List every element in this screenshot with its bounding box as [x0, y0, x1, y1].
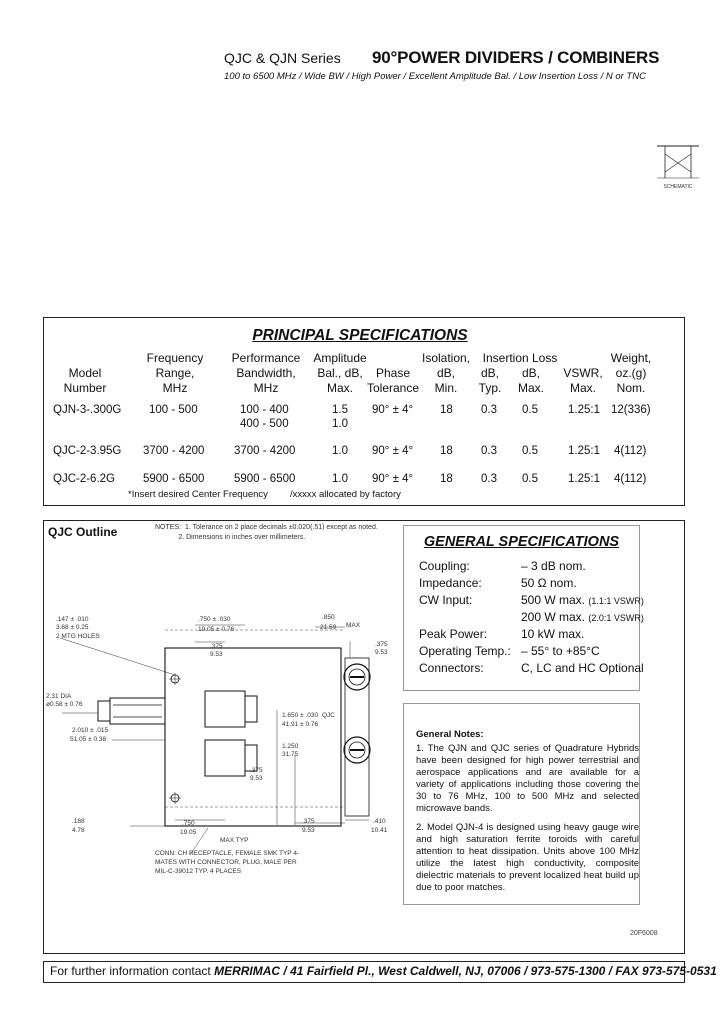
header-phase: Phase Tolerance — [366, 366, 420, 395]
dim-850b: 21.59 — [320, 624, 337, 631]
outline-title: QJC Outline — [48, 525, 118, 539]
header-weight: Weight, oz.(g) Nom. — [610, 351, 652, 395]
row1-il-max: 0.5 — [522, 404, 538, 416]
row3-freq: 5900 - 6500 — [143, 473, 205, 485]
row2-amp: 1.0 — [332, 445, 348, 457]
row3-phase: 90° ± 4° — [372, 473, 414, 485]
header-insertion-loss: Insertion Loss — [482, 351, 558, 365]
principal-spec-title: PRINCIPAL SPECIFICATIONS — [252, 327, 468, 344]
row1-model: QJN-3-.300G — [53, 404, 122, 416]
row3-vswr: 1.25:1 — [568, 473, 600, 485]
header-vswr: VSWR, Max. — [563, 366, 603, 395]
dim-1650a: 1.650 ± .030 — [282, 712, 319, 719]
row3-iso: 18 — [440, 473, 453, 485]
gen-note-cw-input-2: (2.0:1 VSWR) — [588, 613, 644, 623]
header-isolation: Isolation, dB, Min. — [421, 351, 471, 395]
outline-notes: NOTES: 1. Tolerance on 2 place decimals ±0.020(.51) except as noted. 2. Dimensions in inches over millimeters. — [155, 524, 378, 541]
logo-caption: SCHEMATIC — [663, 184, 693, 190]
row1-freq: 100 - 500 — [149, 404, 198, 416]
row2-model: QJC-2-3.95G — [53, 445, 122, 457]
row2-iso: 18 — [440, 445, 453, 457]
row1-bw2: 400 - 500 — [240, 418, 289, 430]
dim-188a: .188 — [72, 818, 85, 825]
footer-contact: For further information contact MERRIMAC / 41 Fairfield Pl., West Caldwell, NJ, 07006 / 973-575-1300 / FAX 973-575-0531 — [50, 964, 717, 978]
outline-drawing — [46, 555, 395, 885]
row1-amp2: 1.0 — [332, 418, 348, 430]
page-subtitle: 100 to 6500 MHz / Wide BW / High Power / Excellent Amplitude Bal. / Low Insertion Loss / N or TNC — [224, 71, 646, 82]
row1-iso: 18 — [440, 404, 453, 416]
gen-value-connectors: C, LC and HC Optional — [521, 661, 644, 675]
row2-freq: 3700 - 4200 — [143, 445, 205, 457]
dim-max: MAX — [346, 622, 361, 629]
row3-il-typ: 0.3 — [481, 473, 497, 485]
dim-375e: .375 — [250, 767, 263, 774]
row2-il-typ: 0.3 — [481, 445, 497, 457]
row3-il-max: 0.5 — [522, 473, 538, 485]
footnote-center-frequency: *Insert desired Center Frequency — [128, 489, 268, 500]
row3-weight: 4(112) — [614, 473, 647, 485]
row2-vswr: 1.25:1 — [568, 445, 600, 457]
header-il-max: dB, Max. — [517, 366, 544, 395]
row1-amp: 1.5 — [332, 404, 348, 416]
gen-label-impedance: Impedance: — [419, 576, 482, 590]
general-notes-title: General Notes: — [416, 729, 484, 740]
row1-phase: 90° ± 4° — [372, 404, 414, 416]
gen-label-peak-power: Peak Power: — [419, 627, 488, 641]
row1-il-typ: 0.3 — [481, 404, 497, 416]
page-title: 90°POWER DIVIDERS / COMBINERS — [372, 48, 660, 67]
dim-375f: 9.53 — [250, 775, 263, 782]
dim-maxtyp: MAX TYP — [220, 837, 249, 844]
row1-vswr: 1.25:1 — [568, 404, 600, 416]
row2-il-max: 0.5 — [522, 445, 538, 457]
dim-1250b: 31.75 — [282, 751, 299, 758]
gen-value-peak-power: 10 kW max. — [521, 627, 585, 641]
gen-value-cw-input: 500 W max. (1.1:1 VSWR) — [521, 593, 644, 607]
row1-bw: 100 - 400 — [240, 404, 289, 416]
dim-375g: .375 — [302, 818, 315, 825]
header-model: Model Number — [63, 366, 107, 395]
gen-value-operating-temp: – 55° to +85°C — [521, 644, 600, 658]
general-note-1: 1. The QJN and QJC series of Quadrature Hybrids have been designed for high power terrestrial and aerospace applications and are available for a variety of applications including those covering the 30 to 76 MHz, 100 to 500 MHz and selected microwave bands. — [416, 743, 639, 815]
header-bandwidth: Performance Bandwidth, MHz — [231, 351, 301, 395]
dim-2010b: 51.05 ± 0.38 — [70, 736, 107, 743]
gen-value-coupling: – 3 dB nom. — [521, 559, 586, 573]
dim-750d: 19.05 — [180, 829, 197, 836]
gen-label-coupling: Coupling: — [419, 559, 470, 573]
gen-value-cw-input-2: 200 W max. (2.0:1 VSWR) — [521, 610, 644, 624]
row2-bw: 3700 - 4200 — [234, 445, 296, 457]
connector-body-2 — [205, 740, 245, 776]
dim-375h: 9.53 — [302, 827, 315, 834]
dim-375d: 9.53 — [375, 649, 388, 656]
gen-note-cw-input: (1.1:1 VSWR) — [588, 596, 644, 606]
gen-label-cw-input: CW Input: — [419, 593, 473, 607]
dim-dia-2: ø0.58 ± 0.76 — [46, 701, 83, 708]
schematic-icon — [657, 140, 699, 190]
general-spec-title: GENERAL SPECIFICATIONS — [423, 534, 620, 550]
dim-2010a: 2.010 ± .015 — [72, 727, 109, 734]
dim-410a: .410 — [373, 818, 386, 825]
dim-375a: .375 — [210, 643, 223, 650]
dim-holes-3: 2 MTG HOLES — [56, 633, 100, 640]
dim-holes-1: .147 ± .010 — [56, 616, 89, 623]
dim-750c: .750 — [182, 820, 195, 827]
row3-bw: 5900 - 6500 — [234, 473, 296, 485]
row1-weight: 12(336) — [611, 404, 651, 416]
dim-188b: 4.78 — [72, 827, 85, 834]
gen-value-impedance: 50 Ω nom. — [521, 576, 577, 590]
general-note-2: 2. Model QJN-4 is designed using heavy gauge wire and high saturation ferrite toroids with careful attention to heat dissipation. Units above 100 MHz utilize the latest high conductivity, composite dielectric materials to prevent localized heat build up due to poor matches. — [416, 822, 639, 894]
connector-body-1 — [205, 691, 245, 727]
dim-dia-1: 2.31 DIA — [46, 693, 72, 700]
header-amplitude: Amplitude Bal., dB, Max. — [313, 351, 367, 395]
gen-label-operating-temp: Operating Temp.: — [419, 644, 511, 658]
conn-note-1: CONN: CH RECEPTACLE, FEMALE SMK TYP 4- — [155, 850, 300, 857]
dim-750a: .750 ± .030 — [198, 616, 231, 623]
dim-1650b: 41.91 ± 0.76 — [282, 721, 319, 728]
drawing-number: 20F6008 — [630, 930, 658, 937]
dim-850a: .850 — [322, 614, 335, 621]
header-il-typ: dB, Typ. — [478, 366, 502, 395]
row2-weight: 4(112) — [614, 445, 647, 457]
dim-qjc: QJC — [322, 712, 335, 719]
header-frequency: Frequency Range, MHz — [146, 351, 204, 395]
dim-holes-2: 3.68 ± 0.25 — [56, 624, 89, 631]
footer-contact-details: MERRIMAC / 41 Fairfield Pl., West Caldwell, NJ, 07006 / 973-575-1300 / FAX 973-575-0531 — [214, 964, 717, 978]
row2-phase: 90° ± 4° — [372, 445, 414, 457]
dim-1250a: 1.250 — [282, 743, 299, 750]
conn-note-3: MIL-C-39012 TYP. 4 PLACES — [155, 868, 242, 875]
row3-amp: 1.0 — [332, 473, 348, 485]
dim-375c: .375 — [375, 641, 388, 648]
row3-model: QJC-2-6.2G — [53, 473, 115, 485]
conn-note-2: MATES WITH CONNECTOR, PLUG, MALE PER — [155, 859, 297, 866]
gen-label-connectors: Connectors: — [419, 661, 484, 675]
body-outline — [165, 648, 341, 826]
dim-410b: 10.41 — [371, 827, 388, 834]
series-label: QJC & QJN Series — [224, 50, 341, 66]
dim-750b: 19.05 ± 0.76 — [198, 626, 235, 633]
footnote-factory: /xxxxx allocated by factory — [290, 489, 401, 500]
dim-375b: 9.53 — [210, 651, 223, 658]
